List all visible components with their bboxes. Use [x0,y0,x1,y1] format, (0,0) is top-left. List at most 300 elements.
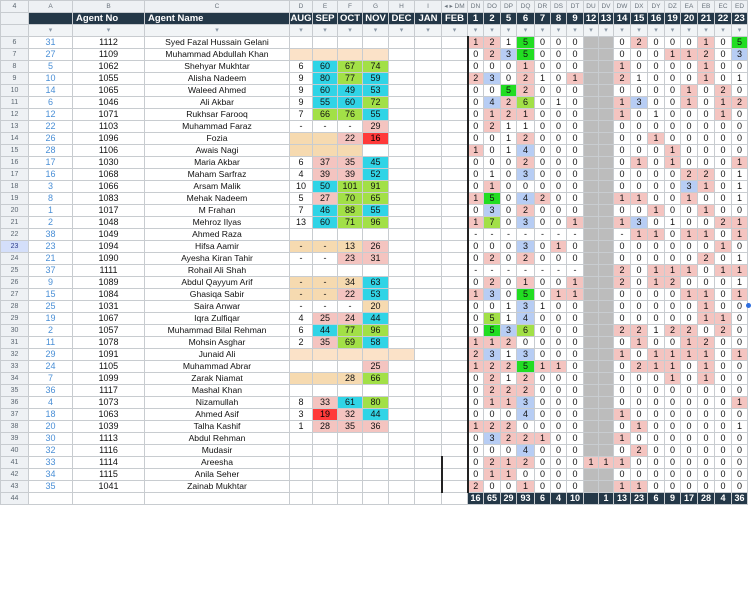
month-cell[interactable]: 71 [338,217,363,229]
column-letter[interactable]: G [363,1,389,13]
day-cell[interactable]: 0 [648,433,665,445]
day-cell[interactable]: 1 [732,277,748,289]
day-cell[interactable]: 0 [732,145,748,157]
day-cell[interactable]: 0 [715,301,732,313]
day-cell[interactable]: 0 [631,253,648,265]
day-cell[interactable]: 0 [468,61,484,73]
month-cell[interactable] [415,181,442,193]
day-cell[interactable]: 1 [501,37,517,49]
day-cell[interactable]: 0 [732,445,748,457]
day-cell[interactable] [599,277,614,289]
day-cell[interactable]: 1 [614,61,631,73]
index-cell[interactable]: 31 [29,37,73,49]
total-cell[interactable] [363,493,389,505]
table-row[interactable] [1,337,748,349]
filter-dropdown-icon[interactable]: ▾ [648,25,665,37]
day-cell[interactable]: 1 [517,109,535,121]
day-cell[interactable]: 0 [698,445,715,457]
day-cell[interactable]: 1 [681,85,698,97]
month-cell[interactable]: - [313,253,338,265]
day-cell[interactable]: 1 [732,73,748,85]
month-cell[interactable] [442,421,468,433]
day-cell[interactable]: 0 [665,169,681,181]
day-cell[interactable]: 1 [648,133,665,145]
month-cell[interactable] [442,433,468,445]
index-cell[interactable]: 21 [29,253,73,265]
day-cell[interactable]: 0 [468,241,484,253]
name-box[interactable]: 4 [1,1,29,13]
day-cell[interactable]: 0 [698,145,715,157]
day-cell[interactable]: - [484,265,501,277]
table-row[interactable] [1,97,748,109]
month-cell[interactable] [313,373,338,385]
agent-no-cell[interactable]: 1094 [73,241,145,253]
month-cell[interactable] [415,217,442,229]
day-cell[interactable]: 0 [715,397,732,409]
month-cell[interactable]: 44 [363,313,389,325]
table-row[interactable] [1,61,748,73]
day-cell[interactable]: 1 [732,349,748,361]
day-cell[interactable] [599,373,614,385]
day-cell[interactable]: 0 [567,181,584,193]
month-cell[interactable]: 6 [290,325,313,337]
month-cell[interactable] [415,109,442,121]
day-cell[interactable]: 0 [484,61,501,73]
day-cell[interactable]: 0 [698,121,715,133]
day-cell[interactable]: 0 [681,385,698,397]
day-cell[interactable]: 1 [614,97,631,109]
day-cell[interactable]: 0 [484,301,501,313]
day-cell[interactable]: 0 [665,433,681,445]
month-cell[interactable]: 9 [290,97,313,109]
day-cell[interactable]: 1 [535,433,551,445]
day-cell[interactable] [584,157,599,169]
day-cell[interactable]: 1 [501,397,517,409]
month-cell[interactable]: 6 [290,157,313,169]
day-cell[interactable] [584,421,599,433]
day-cell[interactable] [599,133,614,145]
total-cell[interactable] [389,493,415,505]
day-cell[interactable] [584,253,599,265]
day-cell[interactable]: 0 [681,313,698,325]
month-cell[interactable]: 80 [313,73,338,85]
header-23[interactable]: 23 [732,13,748,25]
month-cell[interactable] [338,385,363,397]
day-cell[interactable]: - [567,265,584,277]
day-cell[interactable]: 0 [715,133,732,145]
day-cell[interactable] [584,481,599,493]
row-number[interactable]: 26 [1,277,29,289]
row-number[interactable]: 13 [1,121,29,133]
month-cell[interactable]: - [313,277,338,289]
day-cell[interactable] [599,397,614,409]
day-cell[interactable] [599,145,614,157]
agent-name-cell[interactable]: Rohail Ali Shah [145,265,290,277]
table-row[interactable] [1,73,748,85]
month-cell[interactable] [442,73,468,85]
filter-dropdown-icon[interactable]: ▾ [665,25,681,37]
row-number[interactable]: 25 [1,265,29,277]
row-number[interactable]: 7 [1,49,29,61]
day-cell[interactable]: 1 [648,277,665,289]
day-cell[interactable]: 0 [648,97,665,109]
row-number[interactable]: 28 [1,301,29,313]
month-cell[interactable] [290,49,313,61]
month-cell[interactable] [338,49,363,61]
month-cell[interactable] [415,85,442,97]
day-cell[interactable]: 3 [517,349,535,361]
day-cell[interactable]: 2 [517,73,535,85]
day-cell[interactable]: 0 [551,61,567,73]
day-cell[interactable]: 1 [468,145,484,157]
day-cell[interactable]: 0 [614,37,631,49]
month-cell[interactable] [415,481,442,493]
day-cell[interactable]: 1 [501,469,517,481]
month-cell[interactable] [313,385,338,397]
day-cell[interactable]: 0 [551,481,567,493]
day-cell[interactable]: 1 [501,121,517,133]
agent-no-cell[interactable]: 1065 [73,85,145,97]
month-cell[interactable]: 26 [363,241,389,253]
index-cell[interactable]: 38 [29,229,73,241]
day-cell[interactable]: 2 [501,421,517,433]
month-cell[interactable] [442,181,468,193]
month-cell[interactable] [415,61,442,73]
day-cell[interactable]: 0 [681,457,698,469]
header-2[interactable]: 2 [484,13,501,25]
month-cell[interactable] [389,253,415,265]
day-cell[interactable]: 0 [665,61,681,73]
total-cell[interactable]: 9 [665,493,681,505]
day-cell[interactable]: 0 [551,313,567,325]
agent-name-cell[interactable]: Ahmed Asif [145,409,290,421]
day-cell[interactable]: 0 [551,325,567,337]
day-cell[interactable]: 0 [468,373,484,385]
total-cell[interactable]: 23 [631,493,648,505]
row-number[interactable]: 37 [1,409,29,421]
day-cell[interactable]: 1 [517,277,535,289]
day-cell[interactable]: 3 [484,289,501,301]
month-cell[interactable] [442,337,468,349]
filter-dropdown-icon[interactable]: ▾ [484,25,501,37]
month-cell[interactable]: 22 [338,289,363,301]
row-number[interactable]: 14 [1,133,29,145]
day-cell[interactable]: 0 [614,469,631,481]
filter-dropdown-icon[interactable]: ▾ [681,25,698,37]
month-cell[interactable]: - [338,121,363,133]
day-cell[interactable]: 1 [715,241,732,253]
row-number[interactable]: 44 [1,493,29,505]
month-cell[interactable] [415,277,442,289]
column-letter[interactable]: A [29,1,73,13]
day-cell[interactable]: 0 [698,397,715,409]
row-number[interactable]: 10 [1,85,29,97]
month-cell[interactable] [389,409,415,421]
month-cell[interactable] [415,361,442,373]
header-sep[interactable]: SEP [313,13,338,25]
day-cell[interactable]: 3 [501,325,517,337]
index-cell[interactable]: 10 [29,73,73,85]
header-index[interactable] [29,13,73,25]
day-cell[interactable] [599,217,614,229]
day-cell[interactable]: 1 [567,277,584,289]
month-cell[interactable]: 34 [338,277,363,289]
month-cell[interactable]: 39 [313,169,338,181]
day-cell[interactable]: 0 [665,205,681,217]
day-cell[interactable]: 0 [535,445,551,457]
day-cell[interactable]: 0 [551,445,567,457]
day-cell[interactable]: 0 [631,373,648,385]
day-cell[interactable]: 0 [551,181,567,193]
day-cell[interactable]: 2 [631,361,648,373]
day-cell[interactable]: 1 [681,265,698,277]
day-cell[interactable]: 0 [551,121,567,133]
month-cell[interactable]: - [290,289,313,301]
month-cell[interactable] [338,481,363,493]
day-cell[interactable] [599,481,614,493]
header-dec[interactable]: DEC [389,13,415,25]
day-cell[interactable]: 0 [665,445,681,457]
day-cell[interactable]: 0 [567,385,584,397]
day-cell[interactable]: 0 [681,205,698,217]
agent-no-cell[interactable]: 1041 [73,481,145,493]
day-cell[interactable]: 0 [501,277,517,289]
day-cell[interactable] [599,433,614,445]
day-cell[interactable]: 0 [665,337,681,349]
table-row[interactable] [1,433,748,445]
total-cell[interactable] [313,493,338,505]
day-cell[interactable]: 0 [501,205,517,217]
day-cell[interactable]: 0 [698,421,715,433]
day-cell[interactable]: 5 [484,313,501,325]
month-cell[interactable] [415,421,442,433]
day-cell[interactable]: 0 [648,121,665,133]
month-cell[interactable] [415,445,442,457]
agent-no-cell[interactable]: 1117 [73,385,145,397]
month-cell[interactable] [338,265,363,277]
month-cell[interactable]: - [290,301,313,313]
table-row[interactable] [1,469,748,481]
row-number[interactable]: 22 [1,229,29,241]
month-cell[interactable] [389,157,415,169]
day-cell[interactable]: 0 [698,457,715,469]
month-cell[interactable]: 66 [313,109,338,121]
day-cell[interactable] [599,229,614,241]
day-cell[interactable] [584,385,599,397]
day-cell[interactable]: 1 [732,421,748,433]
row-number[interactable]: 42 [1,469,29,481]
agent-name-cell[interactable]: Mohsin Asghar [145,337,290,349]
day-cell[interactable]: 0 [501,253,517,265]
day-cell[interactable]: 0 [732,121,748,133]
day-cell[interactable]: 0 [551,421,567,433]
table-row[interactable] [1,397,748,409]
month-cell[interactable] [442,457,468,469]
total-cell[interactable]: 16 [468,493,484,505]
day-cell[interactable] [599,325,614,337]
month-cell[interactable] [415,385,442,397]
month-cell[interactable] [313,349,338,361]
agent-name-cell[interactable]: Iqra Zulfiqar [145,313,290,325]
month-cell[interactable]: 53 [363,289,389,301]
month-cell[interactable]: 39 [338,169,363,181]
day-cell[interactable]: 0 [648,217,665,229]
index-cell[interactable]: 26 [29,133,73,145]
day-cell[interactable]: 0 [715,61,732,73]
filter-dropdown-icon[interactable]: ▾ [599,25,614,37]
index-cell[interactable]: 3 [29,181,73,193]
day-cell[interactable]: 0 [614,373,631,385]
day-cell[interactable]: 0 [715,457,732,469]
day-cell[interactable]: 2 [631,325,648,337]
month-cell[interactable]: 72 [363,97,389,109]
day-cell[interactable]: 2 [484,253,501,265]
day-cell[interactable]: 0 [567,337,584,349]
filter-dropdown-icon[interactable]: ▾ [698,25,715,37]
day-cell[interactable]: 0 [567,397,584,409]
month-cell[interactable]: 6 [290,61,313,73]
month-cell[interactable]: 49 [338,85,363,97]
month-cell[interactable] [338,145,363,157]
day-cell[interactable]: 0 [665,37,681,49]
day-cell[interactable]: 1 [567,289,584,301]
day-cell[interactable]: 0 [665,481,681,493]
agent-name-cell[interactable]: Areesha [145,457,290,469]
day-cell[interactable] [584,133,599,145]
month-cell[interactable]: 20 [363,301,389,313]
day-cell[interactable]: 1 [501,301,517,313]
day-cell[interactable]: 1 [631,421,648,433]
day-cell[interactable]: 3 [631,217,648,229]
day-cell[interactable]: 0 [535,205,551,217]
table-row[interactable] [1,445,748,457]
month-cell[interactable] [442,37,468,49]
day-cell[interactable]: 2 [681,169,698,181]
month-cell[interactable]: 77 [338,73,363,85]
day-cell[interactable]: 0 [535,421,551,433]
day-cell[interactable]: 1 [468,193,484,205]
agent-name-cell[interactable]: Muhammad Abrar [145,361,290,373]
day-cell[interactable]: 0 [732,301,748,313]
day-cell[interactable] [584,337,599,349]
day-cell[interactable]: 2 [501,385,517,397]
day-cell[interactable]: 1 [698,361,715,373]
month-cell[interactable] [415,121,442,133]
month-cell[interactable]: 8 [290,397,313,409]
day-cell[interactable]: 0 [732,85,748,97]
day-cell[interactable]: 0 [665,133,681,145]
day-cell[interactable]: 0 [631,133,648,145]
index-cell[interactable]: 32 [29,445,73,457]
filter-dropdown-icon[interactable]: ▾ [363,25,389,37]
day-cell[interactable]: 0 [631,301,648,313]
day-cell[interactable]: 2 [698,253,715,265]
row-number[interactable]: 36 [1,397,29,409]
day-cell[interactable]: 0 [468,169,484,181]
day-cell[interactable]: 3 [517,169,535,181]
day-cell[interactable]: 0 [468,313,484,325]
agent-name-cell[interactable]: Waleed Ahmed [145,85,290,97]
agent-no-cell[interactable]: 1063 [73,409,145,421]
day-cell[interactable]: 1 [665,217,681,229]
index-cell[interactable]: 2 [29,217,73,229]
day-cell[interactable] [584,433,599,445]
day-cell[interactable]: 1 [698,313,715,325]
day-cell[interactable]: 0 [551,457,567,469]
column-letter[interactable]: DW [614,1,631,13]
day-cell[interactable]: 0 [551,193,567,205]
month-cell[interactable]: 52 [363,169,389,181]
day-cell[interactable]: 4 [517,409,535,421]
day-cell[interactable]: 0 [715,349,732,361]
month-cell[interactable] [389,433,415,445]
row-number[interactable]: 6 [1,37,29,49]
day-cell[interactable] [599,265,614,277]
day-cell[interactable]: 0 [631,397,648,409]
day-cell[interactable]: 1 [468,37,484,49]
day-cell[interactable]: 2 [614,277,631,289]
day-cell[interactable]: 0 [484,133,501,145]
day-cell[interactable] [599,181,614,193]
month-cell[interactable]: 27 [313,193,338,205]
month-cell[interactable]: 9 [290,85,313,97]
day-cell[interactable]: 0 [567,313,584,325]
agent-name-cell[interactable]: Syed Fazal Hussain Gelani [145,37,290,49]
day-cell[interactable]: 1 [732,193,748,205]
day-cell[interactable]: 0 [484,157,501,169]
month-cell[interactable] [389,241,415,253]
agent-no-cell[interactable]: 1115 [73,469,145,481]
day-cell[interactable]: 1 [648,361,665,373]
month-cell[interactable] [415,133,442,145]
day-cell[interactable]: 1 [715,313,732,325]
agent-no-cell[interactable]: 1111 [73,265,145,277]
month-cell[interactable] [389,385,415,397]
day-cell[interactable]: 0 [681,217,698,229]
day-cell[interactable]: 1 [468,337,484,349]
day-cell[interactable]: 0 [631,109,648,121]
day-cell[interactable]: 1 [681,193,698,205]
day-cell[interactable] [599,97,614,109]
day-cell[interactable] [599,385,614,397]
day-cell[interactable]: 0 [732,469,748,481]
day-cell[interactable]: 0 [614,133,631,145]
agent-no-cell[interactable]: 1090 [73,253,145,265]
day-cell[interactable]: 2 [468,349,484,361]
agent-name-cell[interactable]: Ali Akbar [145,97,290,109]
day-cell[interactable]: 0 [468,133,484,145]
day-cell[interactable]: 2 [732,97,748,109]
day-cell[interactable]: 1 [698,289,715,301]
day-cell[interactable]: 1 [535,73,551,85]
day-cell[interactable]: 0 [551,433,567,445]
column-letter[interactable]: ◂ ▸ DM [442,1,468,13]
day-cell[interactable]: 1 [732,265,748,277]
day-cell[interactable] [584,229,599,241]
header-oct[interactable]: OCT [338,13,363,25]
row-number[interactable]: 33 [1,361,29,373]
month-cell[interactable]: 74 [363,61,389,73]
day-cell[interactable]: 1 [614,481,631,493]
month-cell[interactable] [389,301,415,313]
day-cell[interactable]: 6 [517,325,535,337]
day-cell[interactable]: 1 [501,349,517,361]
agent-no-cell[interactable]: 1067 [73,313,145,325]
header-12[interactable]: 12 [584,13,599,25]
month-cell[interactable]: 3 [290,409,313,421]
day-cell[interactable]: 0 [501,193,517,205]
day-cell[interactable]: 1 [614,409,631,421]
